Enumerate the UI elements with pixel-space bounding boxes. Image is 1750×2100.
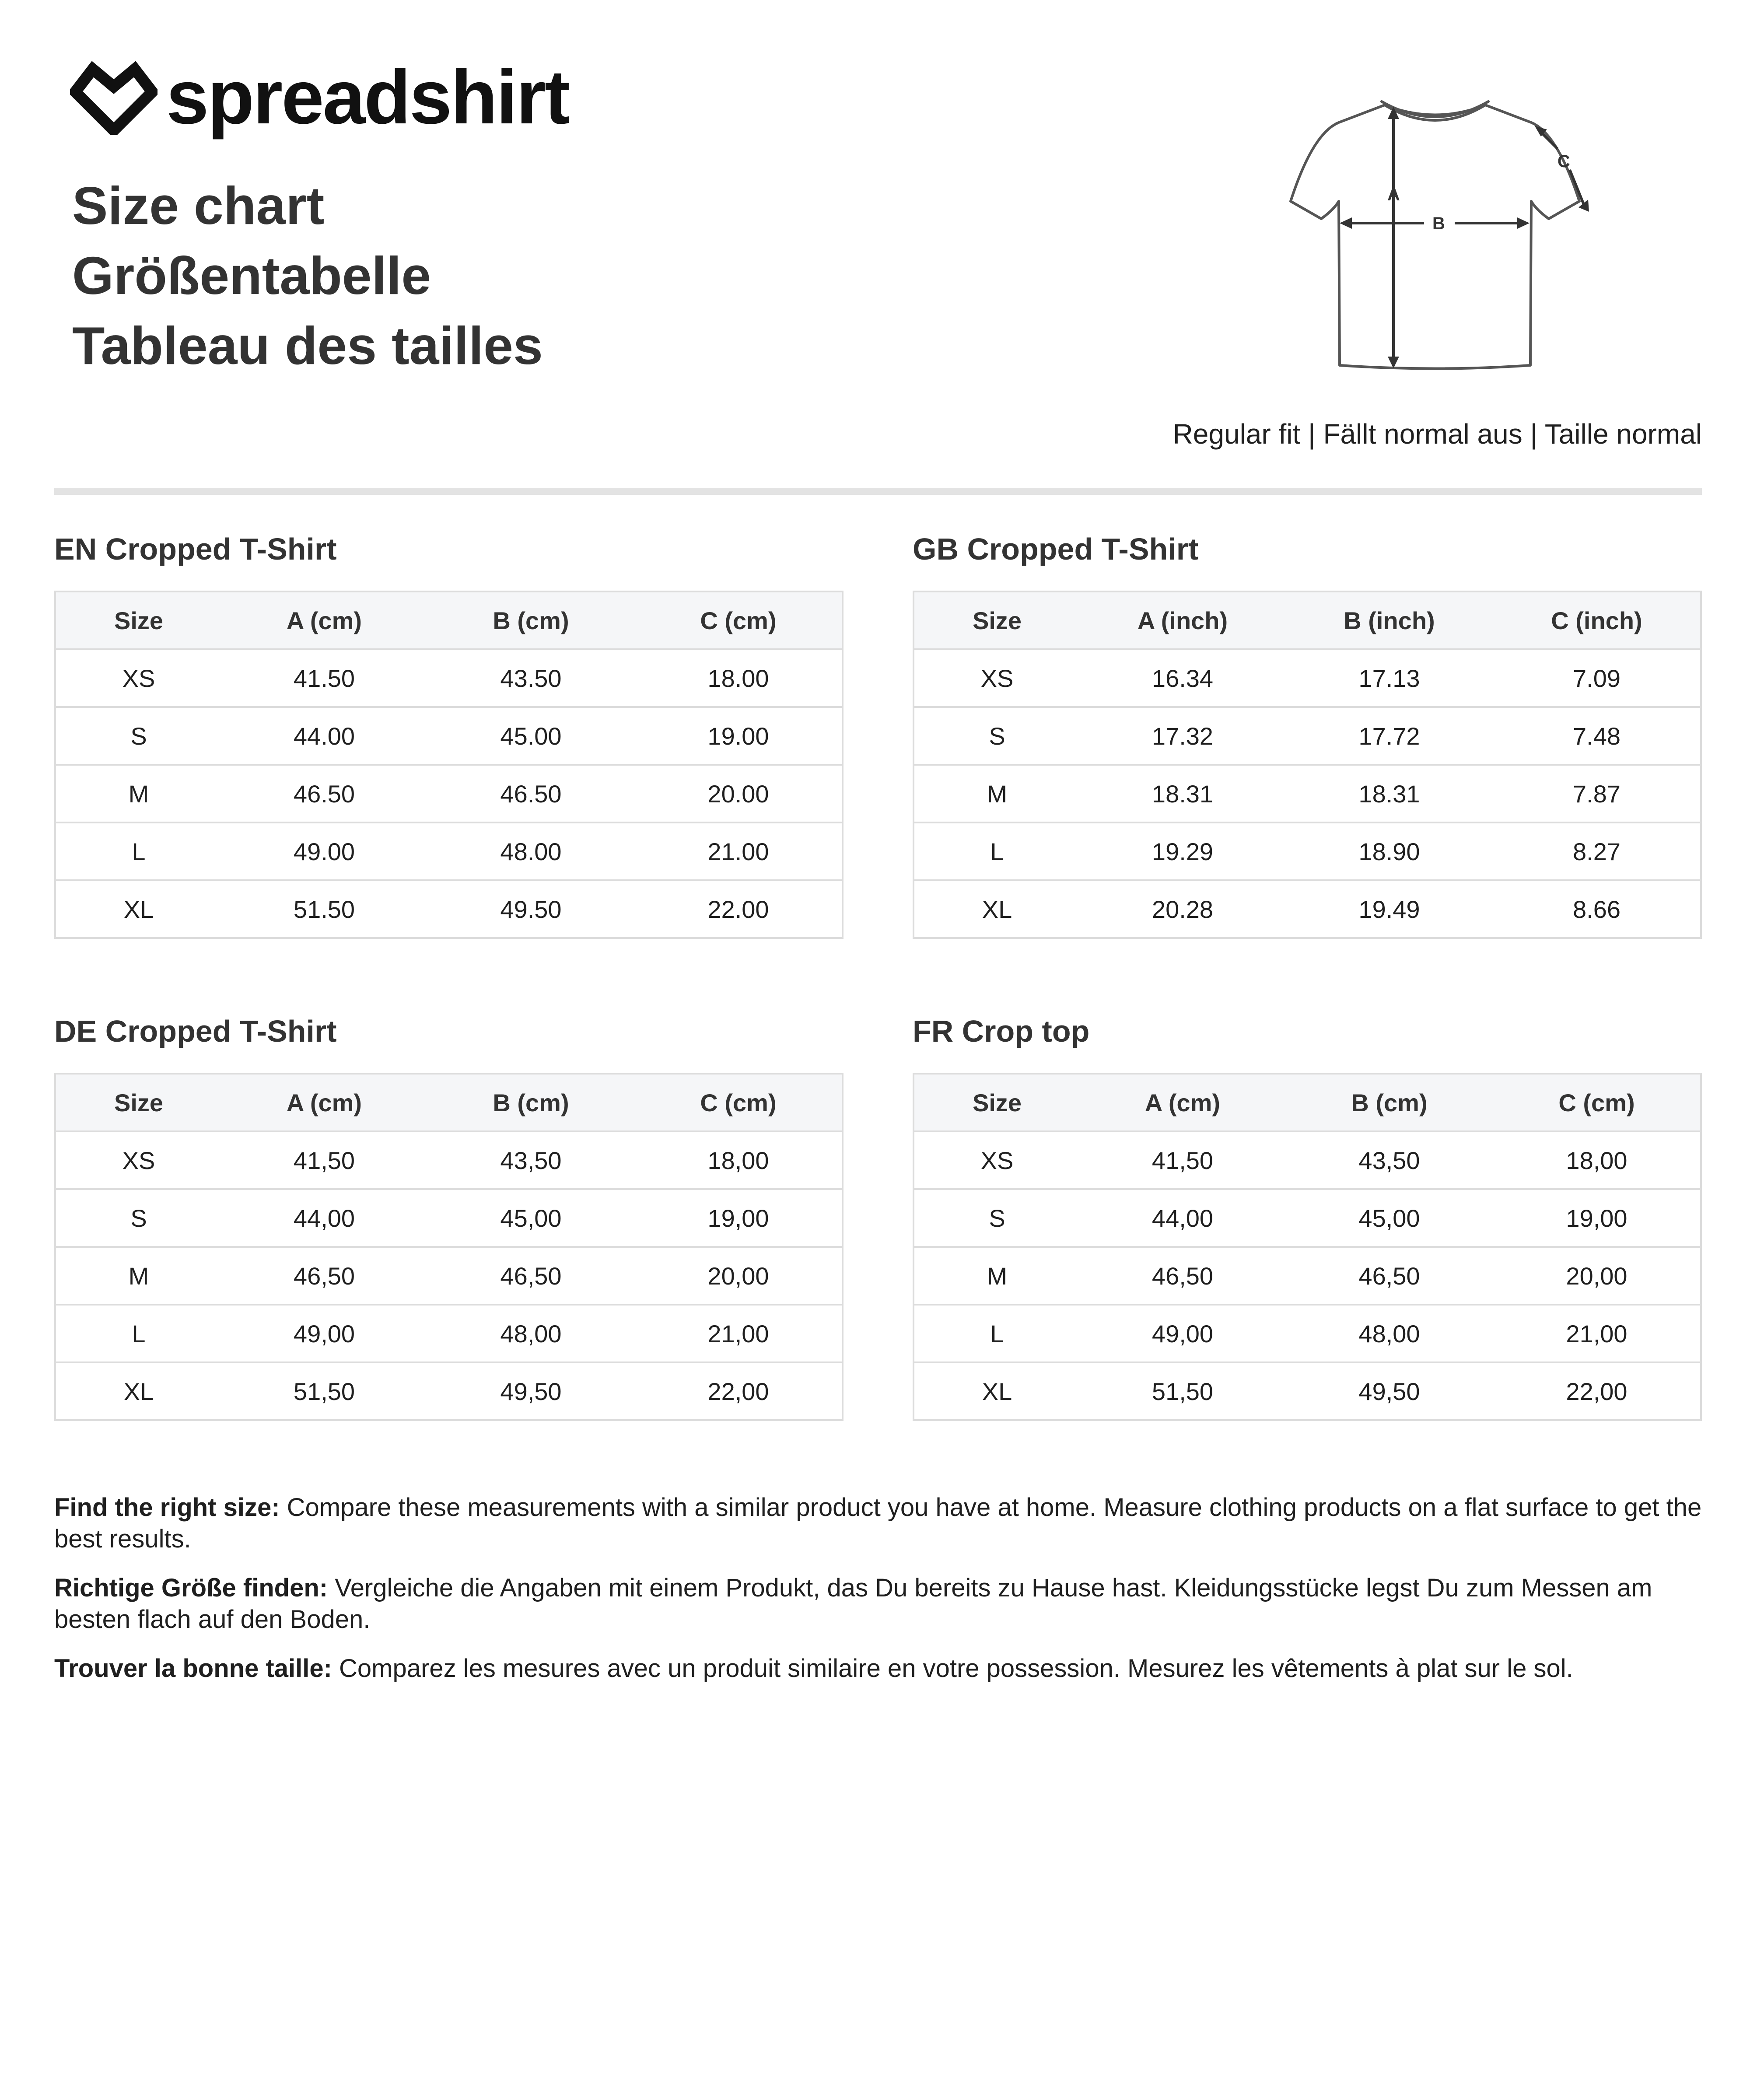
measurement-cell: 45,00 (1285, 1189, 1493, 1247)
measurement-cell: 7.48 (1493, 707, 1701, 765)
table-row (55, 649, 843, 707)
column-header: B (inch) (1285, 592, 1493, 649)
table-row (914, 822, 1701, 880)
measurement-cell: 17.32 (1080, 707, 1285, 765)
measurement-cell: 41,50 (1080, 1131, 1285, 1189)
fit-note: Regular fit | Fällt normal aus | Taille normal (1172, 418, 1702, 450)
measurement-cell: 21.00 (635, 822, 843, 880)
measurement-cell: 49,00 (221, 1305, 427, 1362)
size-cell: XS (914, 649, 1080, 707)
table-row (55, 1362, 843, 1420)
column-header: Size (914, 1074, 1080, 1131)
size-cell: L (55, 822, 221, 880)
measurement-cell: 7.87 (1493, 765, 1701, 822)
measurement-cell: 22,00 (635, 1362, 843, 1420)
chart-title: DE Cropped T-Shirt (54, 1014, 337, 1048)
measurement-cell: 21,00 (1493, 1305, 1701, 1362)
table-header-row (55, 592, 843, 649)
column-header: A (cm) (221, 592, 427, 649)
chart-title: FR Crop top (913, 1014, 1090, 1048)
note-fr (54, 1653, 1708, 1684)
column-header: C (cm) (635, 592, 843, 649)
column-header: Size (55, 592, 221, 649)
note-text: Compare these measurements with a similar product you have at home. Measure clothing products on a flat surface to get the best results. (54, 1493, 1702, 1553)
measurement-cell: 51,50 (1080, 1362, 1285, 1420)
table-row (914, 1305, 1701, 1362)
table-row (914, 880, 1701, 938)
size-table (913, 1073, 1702, 1421)
title-en: Size chart (72, 176, 325, 235)
measurement-cell: 19.00 (635, 707, 843, 765)
size-cell: S (55, 707, 221, 765)
size-chart-de (54, 1012, 842, 1421)
size-cell: L (914, 1305, 1080, 1362)
measurement-cell: 49.00 (221, 822, 427, 880)
table-row (55, 1189, 843, 1247)
sizing-notes (54, 1492, 1708, 1702)
measurement-cell: 18,00 (635, 1131, 843, 1189)
note-label: Find the right size: (54, 1493, 280, 1522)
size-cell: M (914, 765, 1080, 822)
measurement-cell: 46,50 (1080, 1247, 1285, 1305)
diagram-label-a: A (1387, 185, 1400, 204)
column-header: C (cm) (635, 1074, 843, 1131)
measurement-cell: 18.31 (1080, 765, 1285, 822)
measurement-cell: 48.00 (427, 822, 635, 880)
measurement-cell: 45.00 (427, 707, 635, 765)
column-header: Size (55, 1074, 221, 1131)
measurement-cell: 44,00 (1080, 1189, 1285, 1247)
measurement-cell: 44,00 (221, 1189, 427, 1247)
title-de: Größentabelle (72, 246, 431, 305)
measurement-cell: 18.31 (1285, 765, 1493, 822)
size-cell: XS (914, 1131, 1080, 1189)
measurement-cell: 16.34 (1080, 649, 1285, 707)
measurement-cell: 41.50 (221, 649, 427, 707)
measurement-cell: 43.50 (427, 649, 635, 707)
size-cell: S (55, 1189, 221, 1247)
table-row (55, 765, 843, 822)
size-chart-gb (913, 529, 1700, 939)
size-cell: S (914, 707, 1080, 765)
brand-logo (70, 55, 569, 140)
measurement-cell: 43,50 (427, 1131, 635, 1189)
size-cell: L (914, 822, 1080, 880)
size-cell: M (55, 1247, 221, 1305)
size-chart-en (54, 529, 842, 939)
measurement-cell: 49,00 (1080, 1305, 1285, 1362)
table-row (914, 1131, 1701, 1189)
measurement-cell: 20.00 (635, 765, 843, 822)
measurement-cell: 17.72 (1285, 707, 1493, 765)
measurement-cell: 46,50 (1285, 1247, 1493, 1305)
size-cell: S (914, 1189, 1080, 1247)
measurement-cell: 46,50 (427, 1247, 635, 1305)
table-row (55, 822, 843, 880)
measurement-cell: 46.50 (427, 765, 635, 822)
measurement-cell: 20,00 (1493, 1247, 1701, 1305)
size-cell: M (55, 765, 221, 822)
column-header: C (inch) (1493, 592, 1701, 649)
size-cell: XL (914, 880, 1080, 938)
measurement-cell: 49.50 (427, 880, 635, 938)
table-header-row (914, 1074, 1701, 1131)
column-header: C (cm) (1493, 1074, 1701, 1131)
measurement-cell: 19.29 (1080, 822, 1285, 880)
size-table (913, 591, 1702, 939)
measurement-cell: 45,00 (427, 1189, 635, 1247)
section-divider (54, 488, 1702, 495)
cropped-tshirt-measurement-diagram (1269, 92, 1619, 381)
column-header: A (cm) (221, 1074, 427, 1131)
table-header-row (55, 1074, 843, 1131)
size-cell: XL (55, 880, 221, 938)
table-row (914, 649, 1701, 707)
measurement-cell: 18.90 (1285, 822, 1493, 880)
measurement-cell: 19.49 (1285, 880, 1493, 938)
measurement-cell: 7.09 (1493, 649, 1701, 707)
note-text: Vergleiche die Angaben mit einem Produkt, das Du bereits zu Hause hast. Kleidungsstücke legst Du zum Messen am besten flach auf den Boden. (54, 1574, 1652, 1634)
note-de (54, 1572, 1708, 1635)
column-header: Size (914, 592, 1080, 649)
measurement-cell: 17.13 (1285, 649, 1493, 707)
page-titles (72, 171, 543, 381)
title-fr: Tableau des tailles (72, 316, 543, 375)
size-cell: XS (55, 1131, 221, 1189)
note-en (54, 1492, 1708, 1555)
measurement-cell: 22.00 (635, 880, 843, 938)
heart-logo-icon (70, 60, 158, 135)
column-header: B (cm) (427, 592, 635, 649)
measurement-cell: 19,00 (635, 1189, 843, 1247)
table-row (55, 707, 843, 765)
measurement-cell: 46,50 (221, 1247, 427, 1305)
measurement-cell: 46.50 (221, 765, 427, 822)
table-row (55, 1247, 843, 1305)
measurement-cell: 44.00 (221, 707, 427, 765)
note-text: Comparez les mesures avec un produit similaire en votre possession. Mesurez les vêtements à plat sur le sol. (332, 1654, 1573, 1683)
column-header: B (cm) (427, 1074, 635, 1131)
measurement-cell: 21,00 (635, 1305, 843, 1362)
size-table (54, 591, 844, 939)
chart-title: EN Cropped T-Shirt (54, 532, 337, 566)
table-row (914, 707, 1701, 765)
size-cell: XS (55, 649, 221, 707)
measurement-cell: 49,50 (1285, 1362, 1493, 1420)
table-header-row (914, 592, 1701, 649)
table-row (55, 1305, 843, 1362)
size-cell: M (914, 1247, 1080, 1305)
table-row (914, 1362, 1701, 1420)
size-cell: XL (55, 1362, 221, 1420)
measurement-cell: 22,00 (1493, 1362, 1701, 1420)
diagram-label-b: B (1432, 214, 1445, 233)
measurement-cell: 18,00 (1493, 1131, 1701, 1189)
measurement-cell: 20.28 (1080, 880, 1285, 938)
note-label: Richtige Größe finden: (54, 1574, 328, 1602)
column-header: A (cm) (1080, 1074, 1285, 1131)
chart-title: GB Cropped T-Shirt (913, 532, 1199, 566)
measurement-cell: 8.27 (1493, 822, 1701, 880)
table-row (914, 765, 1701, 822)
measurement-cell: 51.50 (221, 880, 427, 938)
column-header: A (inch) (1080, 592, 1285, 649)
measurement-cell: 43,50 (1285, 1131, 1493, 1189)
measurement-cell: 8.66 (1493, 880, 1701, 938)
measurement-cell: 20,00 (635, 1247, 843, 1305)
column-header: B (cm) (1285, 1074, 1493, 1131)
measurement-cell: 19,00 (1493, 1189, 1701, 1247)
measurement-cell: 18.00 (635, 649, 843, 707)
measurement-cell: 51,50 (221, 1362, 427, 1420)
size-cell: L (55, 1305, 221, 1362)
table-row (914, 1189, 1701, 1247)
size-cell: XL (914, 1362, 1080, 1420)
table-row (55, 880, 843, 938)
table-row (914, 1247, 1701, 1305)
brand-name: spreadshirt (166, 55, 569, 140)
note-label: Trouver la bonne taille: (54, 1654, 332, 1683)
diagram-label-c: C (1558, 152, 1570, 171)
size-chart-fr (913, 1012, 1700, 1421)
table-row (55, 1131, 843, 1189)
size-table (54, 1073, 844, 1421)
measurement-cell: 48,00 (427, 1305, 635, 1362)
measurement-cell: 49,50 (427, 1362, 635, 1420)
measurement-cell: 41,50 (221, 1131, 427, 1189)
measurement-cell: 48,00 (1285, 1305, 1493, 1362)
